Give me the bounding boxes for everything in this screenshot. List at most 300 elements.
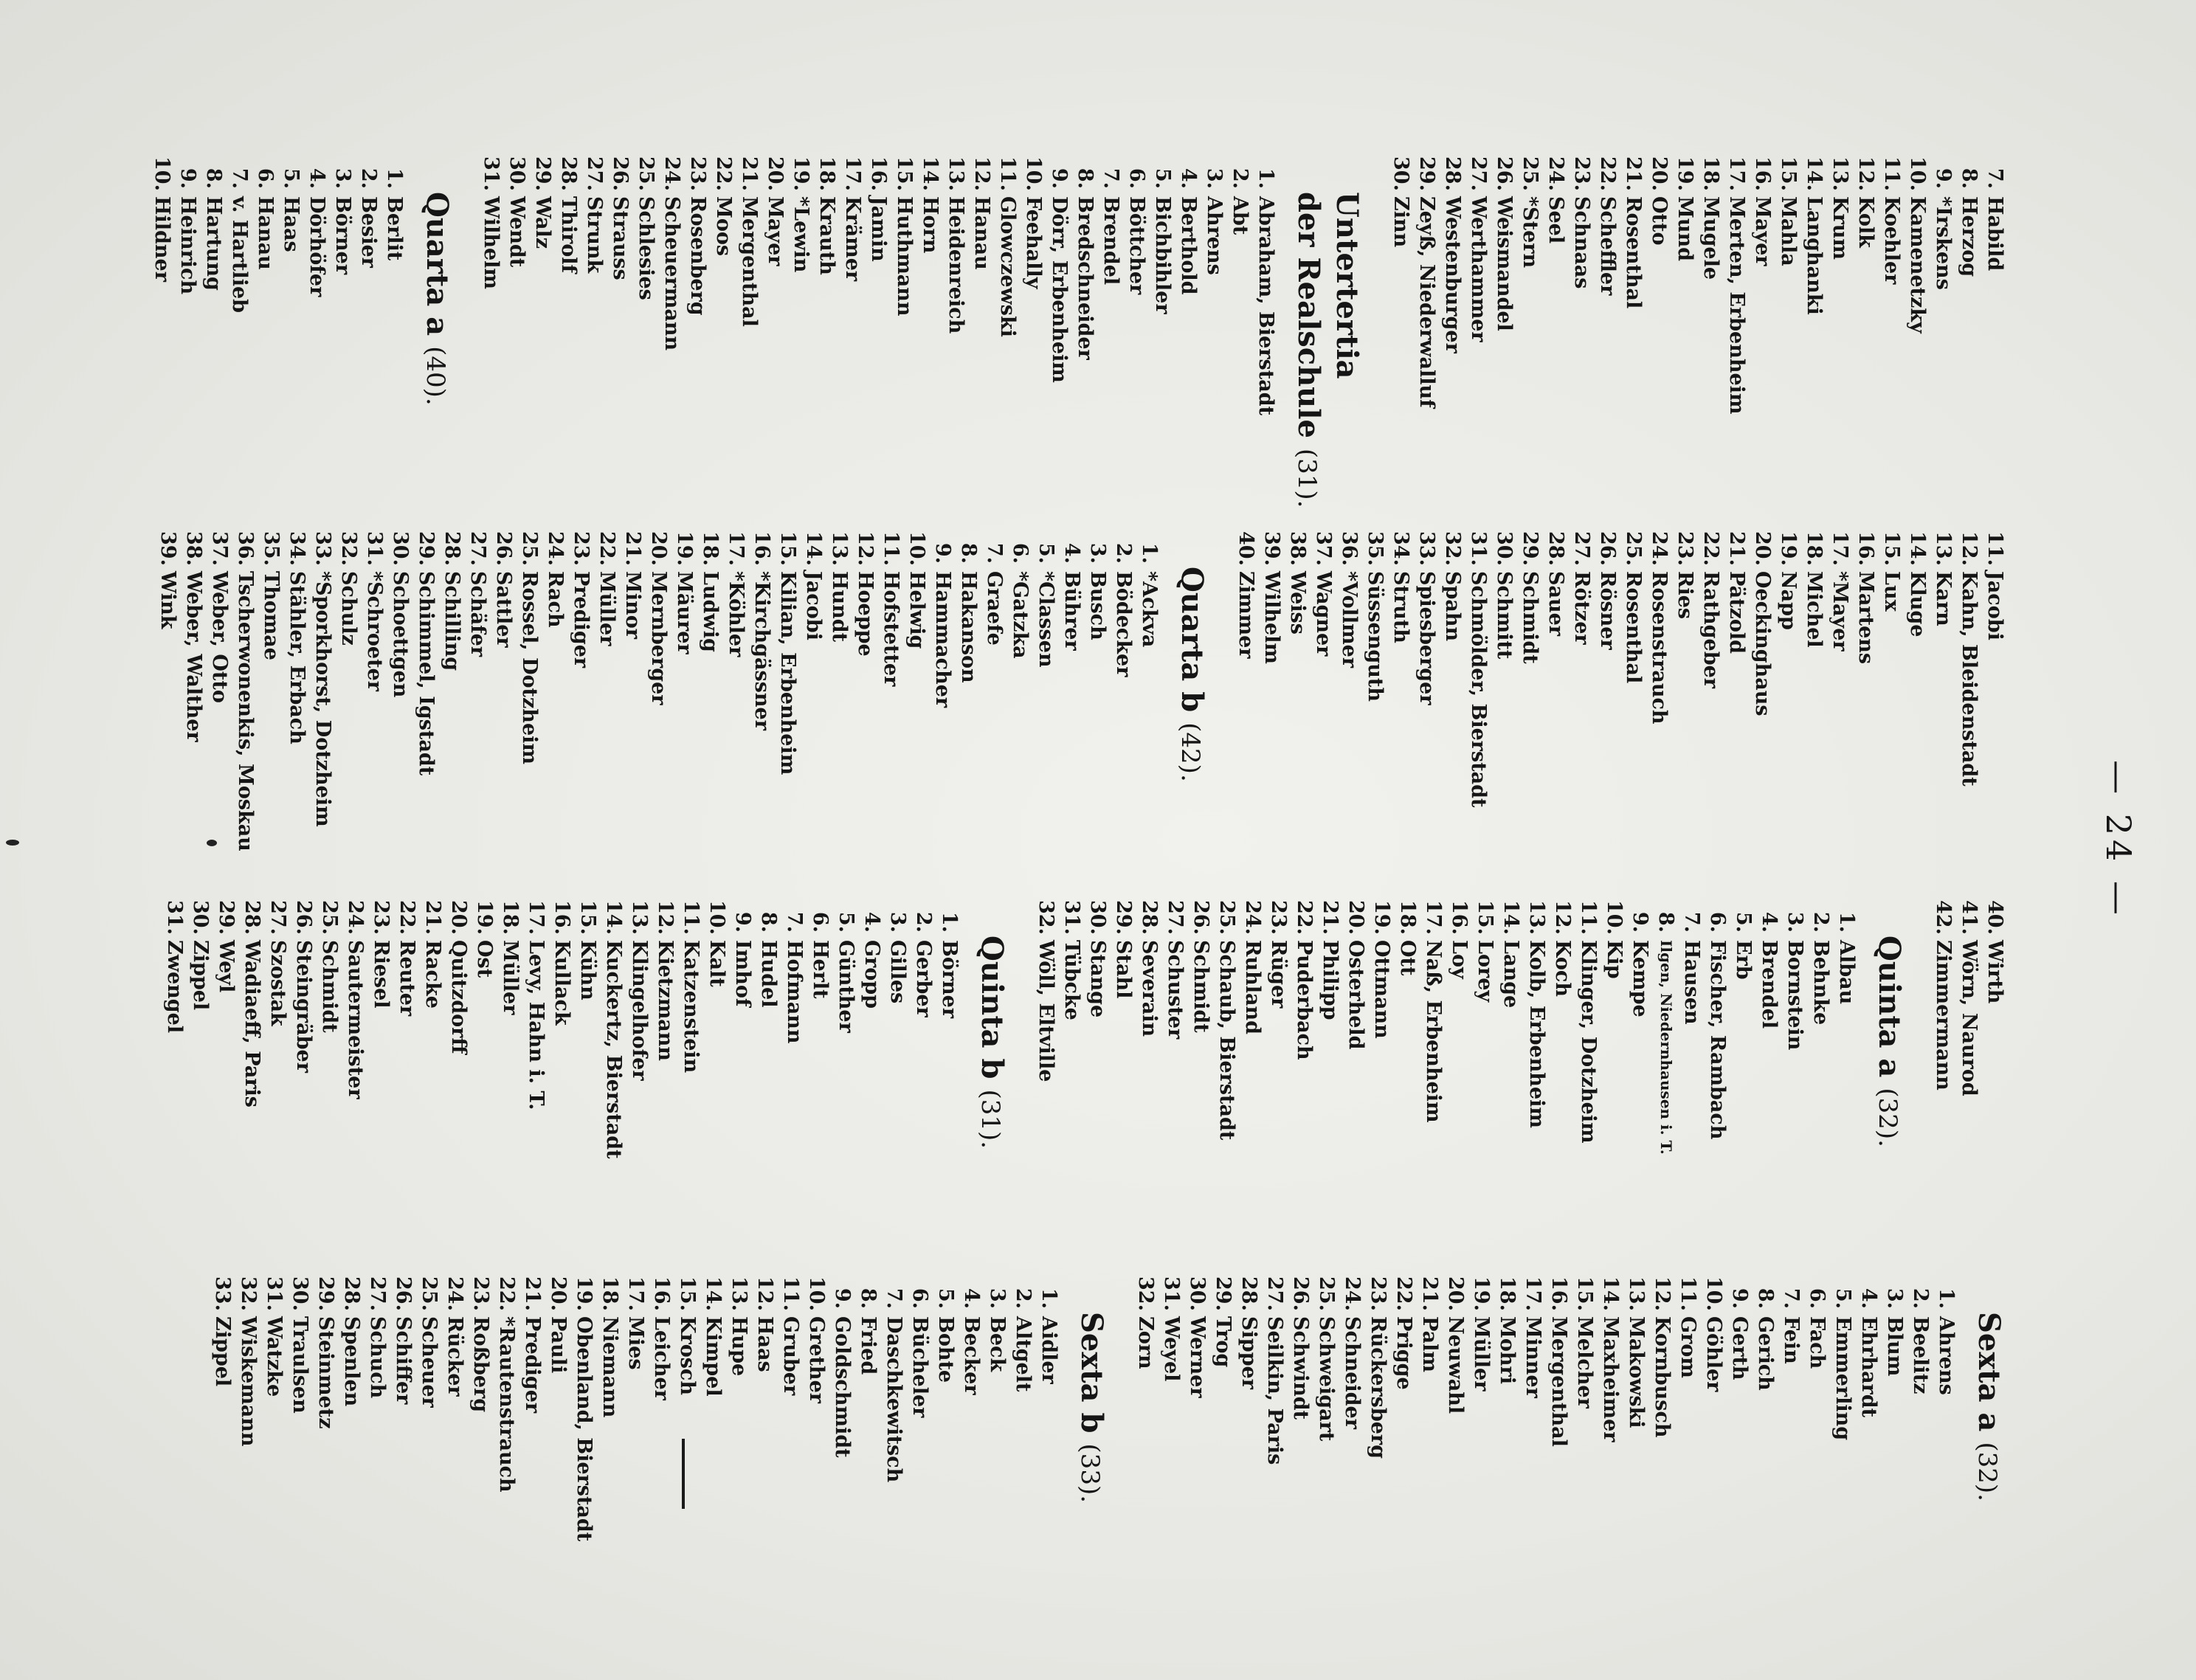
entry-number: 7.: [1780, 1287, 1803, 1309]
student-entry: [201, 156, 227, 508]
entry-number: 7.: [783, 911, 806, 933]
student-name: Weyel: [1160, 1316, 1183, 1382]
student-entry: [788, 156, 814, 508]
entry-number: 24.: [1544, 156, 1567, 191]
student-name: Mugele: [1699, 196, 1722, 280]
entry-number: 29.: [1112, 900, 1135, 935]
student-entry: [517, 531, 542, 851]
entry-number: 24.: [544, 531, 567, 566]
entry-number: 2.: [357, 167, 380, 189]
student-entry: [310, 531, 336, 851]
entry-number: 36.: [1338, 531, 1361, 566]
student-entry: [1159, 1276, 1184, 1541]
entry-number: 6.: [254, 167, 277, 189]
entry-number: 16.: [1448, 900, 1471, 935]
student-name: Becker: [960, 1316, 983, 1395]
entry-number: 19.: [1370, 900, 1393, 935]
student-name: Schwindt: [1289, 1316, 1312, 1420]
student-entry: [1778, 1276, 1804, 1541]
student-name: Rötzer: [1570, 571, 1593, 645]
student-entry: [601, 900, 626, 1159]
student-name: Lange: [1499, 940, 1522, 1009]
student-name: *Classen: [1035, 571, 1057, 668]
entry-number: 38.: [182, 531, 205, 566]
student-entry: [756, 900, 781, 1159]
student-entry: [594, 531, 620, 851]
student-name: Herzog: [1958, 196, 1981, 277]
student-name: Schuch: [366, 1316, 389, 1399]
student-name: Melcher: [1573, 1316, 1596, 1408]
student-entry: [840, 156, 866, 508]
entry-number: 5.: [1035, 542, 1057, 564]
student-name: Hausen: [1680, 940, 1703, 1025]
student-entry: [1465, 531, 1491, 851]
entry-number: 23.: [1267, 900, 1290, 935]
student-entry: [1569, 531, 1595, 851]
entry-number: 10.: [805, 1276, 828, 1311]
entry-number: 14.: [802, 531, 825, 566]
student-name: Zwengel: [163, 940, 186, 1034]
student-name: Beck: [986, 1316, 1009, 1372]
student-name: Riesel: [370, 940, 393, 1009]
student-name: *Schroeter: [363, 571, 386, 691]
student-entry: [969, 156, 995, 508]
student-name: *Irskens: [1932, 196, 1955, 290]
student-entry: [1907, 1276, 1933, 1541]
student-entry: [175, 156, 201, 508]
student-name: Günther: [835, 940, 857, 1033]
entry-number: 31.: [263, 1276, 286, 1311]
entry-number: 40.: [1983, 900, 2006, 935]
entry-number: 1.: [1037, 1287, 1060, 1309]
entry-number: 32.: [1035, 900, 1057, 935]
student-entry: [1727, 1276, 1753, 1541]
entry-number: 25.: [418, 1276, 441, 1311]
entry-number: 3.: [1883, 1287, 1906, 1309]
student-name: Szostak: [266, 940, 289, 1026]
student-name: Börner: [331, 196, 354, 275]
student-entry: [995, 156, 1021, 508]
student-name: Huthmann: [893, 196, 916, 317]
student-name: Werthammer: [1467, 196, 1490, 342]
column-3: [162, 900, 2008, 1159]
entry-number: 8.: [1654, 911, 1677, 933]
student-entry: [956, 531, 981, 851]
entry-number: 1.: [1254, 167, 1277, 189]
entry-number: 26.: [392, 1276, 415, 1311]
student-entry: [1543, 531, 1569, 851]
student-entry: [1804, 1276, 1830, 1541]
student-name: Grether: [805, 1316, 828, 1403]
student-entry: [1072, 156, 1098, 508]
student-name: Kornbusch: [1651, 1316, 1674, 1438]
student-entry: [984, 1276, 1010, 1541]
student-entry: [1175, 156, 1201, 508]
student-entry: [674, 1276, 700, 1541]
entry-number: 5.: [835, 911, 857, 933]
entry-number: 12.: [970, 156, 993, 191]
student-name: Wadiaeff, Paris: [241, 940, 263, 1107]
student-name: Wendt: [505, 196, 528, 268]
student-name: Fein: [1780, 1316, 1803, 1364]
entry-number: 10.: [1022, 156, 1045, 191]
entry-number: 19.: [473, 900, 496, 935]
student-name: Rach: [544, 571, 567, 628]
entry-number: 17.: [1522, 1276, 1544, 1311]
entry-number: 13.: [728, 1276, 750, 1311]
section-count: (42).: [1175, 722, 1205, 782]
entry-number: 4.: [1758, 911, 1781, 933]
student-entry: [1801, 531, 1827, 851]
section-title: Quarta a: [420, 192, 455, 336]
student-entry: [284, 531, 310, 851]
student-name: Michel: [1803, 571, 1826, 648]
student-name: Schulz: [337, 571, 360, 646]
student-name: Göhler: [1702, 1316, 1725, 1392]
student-entry: [775, 531, 801, 851]
student-name: Müller: [1470, 1316, 1493, 1392]
student-entry: [1388, 531, 1414, 851]
student-entry: [571, 1276, 597, 1541]
entry-number: 18.: [815, 156, 838, 191]
student-name: Struth: [1389, 571, 1412, 643]
entry-number: 26.: [292, 900, 315, 935]
section-heading-sexta-b: [1071, 1312, 1111, 1541]
entry-number: 30.: [189, 900, 212, 935]
entry-number: 19.: [790, 156, 812, 191]
entry-number: 30.: [1493, 531, 1516, 566]
entry-number: 19.: [1674, 156, 1696, 191]
student-name: Hanau: [970, 196, 993, 270]
student-entry: [1827, 531, 1853, 851]
student-entry: [413, 531, 439, 851]
student-name: Leicher: [650, 1316, 673, 1400]
student-name: Abraham, Bierstadt: [1254, 196, 1277, 416]
entry-number: 24.: [1648, 531, 1671, 566]
student-name: Behnke: [1809, 940, 1832, 1026]
student-entry: [607, 156, 633, 508]
student-name: Schäfer: [466, 571, 489, 657]
entry-number: 9.: [931, 542, 954, 564]
student-entry: [394, 900, 420, 1159]
student-name: Trog: [1212, 1316, 1235, 1368]
student-entry: [1498, 900, 1524, 1159]
student-name: Haas: [280, 196, 303, 252]
entry-number: 13.: [1625, 1276, 1648, 1311]
entry-number: 25.: [1315, 1276, 1338, 1311]
student-name: Aidler: [1037, 1316, 1060, 1384]
student-name: Racke: [421, 940, 444, 1009]
student-name: Glowczewski: [996, 196, 1019, 337]
student-name: Böttcher: [1125, 196, 1148, 295]
student-entry: [904, 531, 930, 851]
student-name: Berlit: [383, 196, 406, 261]
entry-number: 28.: [241, 900, 263, 935]
student-name: Mayer: [1751, 196, 1774, 266]
student-entry: [1085, 531, 1111, 851]
student-name: Wink: [156, 571, 179, 629]
entry-number: 28.: [340, 1276, 363, 1311]
student-name: Schmölder, Bierstadt: [1467, 571, 1490, 808]
student-name: Westenburger: [1441, 196, 1464, 353]
student-name: Jamin: [867, 196, 890, 262]
student-entry: [778, 1276, 804, 1541]
student-entry: [659, 156, 685, 508]
student-name: Merten, Erbenheim: [1725, 196, 1748, 415]
entry-number: 28.: [441, 531, 463, 566]
student-entry: [1136, 531, 1162, 851]
student-name: Kolk: [1854, 196, 1877, 248]
entry-number: 23.: [686, 156, 709, 191]
student-entry: [213, 900, 239, 1159]
student-name: Rücker: [443, 1316, 466, 1397]
section-title: Quinta b: [975, 936, 1009, 1079]
student-entry: [1266, 900, 1291, 1159]
student-entry: [1491, 531, 1517, 851]
entry-number: 5.: [1732, 911, 1755, 933]
student-name: Weismandel: [1493, 196, 1516, 331]
student-name: Philipp: [1319, 940, 1342, 1020]
student-name: Prigge: [1392, 1316, 1415, 1390]
student-entry: [1214, 900, 1240, 1159]
student-entry: [1343, 900, 1369, 1159]
entry-number: 8.: [1958, 167, 1981, 189]
student-name: Levy, Hahn i. T.: [525, 940, 548, 1110]
student-entry: [1750, 531, 1775, 851]
student-entry: [1124, 156, 1150, 508]
entry-number: 40.: [1235, 531, 1257, 566]
student-entry: [336, 531, 362, 851]
student-entry: [833, 900, 859, 1159]
student-name: Kühn: [576, 940, 599, 1000]
entry-number: 22.: [495, 1276, 518, 1311]
entry-number: 17.: [1422, 900, 1445, 935]
section-count: (32).: [1873, 1088, 1902, 1147]
entry-number: 4.: [305, 167, 328, 189]
student-name: Loy: [1448, 940, 1471, 979]
entry-number: 13.: [628, 900, 651, 935]
entry-number: 2.: [912, 911, 935, 933]
student-name: Reuter: [396, 940, 418, 1017]
entry-number: 13.: [1829, 156, 1851, 191]
student-entry: [1905, 531, 1930, 851]
student-name: Mahla: [1777, 196, 1800, 266]
student-entry: [933, 1276, 959, 1541]
student-name: Wöll, Eltville: [1035, 940, 1057, 1082]
student-name: Prediger: [521, 1316, 544, 1414]
student-entry: [826, 531, 852, 851]
student-entry: [317, 900, 342, 1159]
entry-number: 24.: [1241, 900, 1264, 935]
student-entry: [261, 1276, 287, 1541]
section-count: (31).: [1292, 448, 1322, 508]
student-entry: [829, 1276, 855, 1541]
entry-number: 6.: [1706, 911, 1729, 933]
entry-number: 30.: [389, 531, 412, 566]
student-name: Kluge: [1906, 571, 1929, 637]
entry-number: 2.: [1012, 1287, 1035, 1309]
entry-number: 28.: [1237, 1276, 1260, 1311]
entry-number: 3.: [1086, 542, 1109, 564]
student-entry: [356, 156, 381, 508]
student-name: Schilling: [441, 571, 463, 671]
entry-number: 13.: [1525, 900, 1548, 935]
entry-number: 2.: [1809, 911, 1832, 933]
entry-number: 28.: [1441, 156, 1464, 191]
student-name: Lux: [1880, 571, 1903, 612]
student-name: Zippel: [211, 1316, 234, 1387]
student-name: Schlesies: [635, 196, 657, 300]
student-name: Schmitt: [1493, 571, 1516, 660]
entry-number: 37.: [1312, 531, 1335, 566]
student-entry: [1227, 156, 1253, 508]
student-name: Palm: [1418, 1316, 1441, 1372]
student-entry: [1524, 900, 1550, 1159]
student-name: Krämer: [841, 196, 864, 282]
entry-number: 22.: [1392, 1276, 1415, 1311]
entry-number: 16.: [867, 156, 890, 191]
scan-smudge: [6, 840, 19, 846]
student-entry: [626, 900, 652, 1159]
student-name: Grom: [1677, 1316, 1699, 1378]
student-entry: [1930, 531, 1956, 851]
student-name: Pätzold: [1725, 571, 1748, 654]
student-entry: [1830, 1276, 1856, 1541]
student-name: v. Hartlieb: [228, 196, 251, 314]
student-name: Müller: [595, 571, 618, 646]
student-name: Spahn: [1441, 571, 1464, 642]
student-entry: [1036, 1276, 1062, 1541]
student-entry: [1184, 1276, 1210, 1541]
student-name: Zimmer: [1235, 571, 1257, 659]
entry-number: 25.: [1519, 156, 1541, 191]
section-title: Quinta a: [1872, 936, 1907, 1078]
entry-number: 4.: [860, 911, 883, 933]
entry-number: 19.: [673, 531, 696, 566]
student-entry: [439, 531, 465, 851]
entry-number: 10.: [905, 531, 928, 566]
student-entry: [1240, 900, 1266, 1159]
student-name: Bödecker: [1112, 571, 1135, 677]
student-name: Zippel: [189, 940, 212, 1011]
entry-number: 17.: [841, 156, 864, 191]
student-entry: [1085, 900, 1111, 1159]
student-entry: [362, 531, 387, 851]
student-name: Gerth: [1728, 1316, 1751, 1380]
student-name: *Gatzka: [1009, 571, 1032, 659]
student-entry: [907, 1276, 933, 1541]
student-name: Ottmann: [1370, 940, 1393, 1039]
entry-number: 35.: [1364, 531, 1387, 566]
entry-number: 22.: [396, 900, 418, 935]
student-entry: [1775, 531, 1801, 851]
student-entry: [1388, 156, 1414, 508]
student-name: Strunk: [583, 196, 606, 274]
student-entry: [1391, 1276, 1417, 1541]
entry-number: 9.: [1048, 167, 1071, 189]
column-2: [155, 531, 2008, 851]
student-entry: [1982, 900, 2008, 1159]
student-entry: [239, 900, 265, 1159]
student-name: Watzke: [263, 1316, 286, 1397]
student-name: Martens: [1854, 571, 1877, 665]
student-entry: [981, 531, 1007, 851]
student-entry: [1623, 1276, 1649, 1541]
entry-number: 39.: [156, 531, 179, 566]
student-name: *Vollmer: [1338, 571, 1361, 668]
student-entry: [1853, 531, 1879, 851]
entry-number: 21.: [1418, 1276, 1441, 1311]
student-name: Zorn: [1134, 1316, 1157, 1369]
entry-number: 11.: [1983, 531, 2006, 566]
student-name: *Stern: [1519, 196, 1541, 269]
entry-number: 26.: [1289, 1276, 1312, 1311]
entry-number: 18.: [598, 1276, 621, 1311]
entry-number: 5.: [280, 167, 303, 189]
student-entry: [1879, 531, 1905, 851]
entry-number: 28.: [1544, 531, 1567, 566]
student-entry: [1724, 156, 1750, 508]
student-name: Rosenberg: [686, 196, 709, 316]
entry-number: 9.: [176, 167, 199, 189]
section-subheading-untertertia: [1288, 192, 1327, 508]
entry-number: 11.: [680, 900, 702, 935]
entry-number: 3.: [886, 911, 909, 933]
entry-number: 15.: [1474, 900, 1496, 935]
entry-number: 30.: [505, 156, 528, 191]
student-entry: [1646, 531, 1672, 851]
student-entry: [1259, 531, 1285, 851]
student-name: Erb: [1732, 940, 1755, 980]
entry-number: 31.: [480, 156, 503, 191]
student-name: Klingelhofer: [628, 940, 651, 1081]
student-name: Scheuermann: [660, 196, 683, 351]
student-entry: [1468, 1276, 1494, 1541]
student-entry: [1494, 1276, 1520, 1541]
entry-number: 4.: [1060, 542, 1083, 564]
entry-number: 4.: [1177, 167, 1200, 189]
student-entry: [365, 1276, 390, 1541]
student-name: Müller: [499, 940, 522, 1015]
entry-number: 13.: [828, 531, 851, 566]
student-entry: [278, 156, 304, 508]
student-name: Tübcke: [1060, 940, 1083, 1020]
student-entry: [1033, 900, 1059, 1159]
student-entry: [387, 531, 413, 851]
section-subtitle: der Realschule: [1291, 192, 1326, 438]
student-entry: [704, 900, 730, 1159]
student-entry: [1933, 1276, 1959, 1541]
entry-number: 12.: [654, 900, 677, 935]
entry-number: 1.: [383, 167, 406, 189]
entry-number: 10.: [151, 156, 173, 191]
entry-number: 21.: [521, 1276, 544, 1311]
section-heading-sexta-a: [1968, 1312, 2008, 1541]
entry-number: 29.: [1519, 531, 1541, 566]
student-name: Kietzmann: [654, 940, 677, 1062]
section-title: Sexta b: [1074, 1312, 1109, 1434]
student-entry: [1905, 156, 1930, 508]
student-name: Steinmetz: [314, 1316, 337, 1429]
student-name: Herlt: [809, 940, 832, 999]
student-name: Niemann: [598, 1316, 621, 1418]
entry-number: 1.: [1138, 542, 1161, 564]
student-name: Wirth: [1983, 940, 2006, 1004]
student-name: Gruber: [779, 1316, 802, 1396]
entry-number: 12.: [1958, 531, 1981, 566]
student-name: Weyl: [215, 940, 238, 993]
entry-number: 6.: [809, 911, 832, 933]
